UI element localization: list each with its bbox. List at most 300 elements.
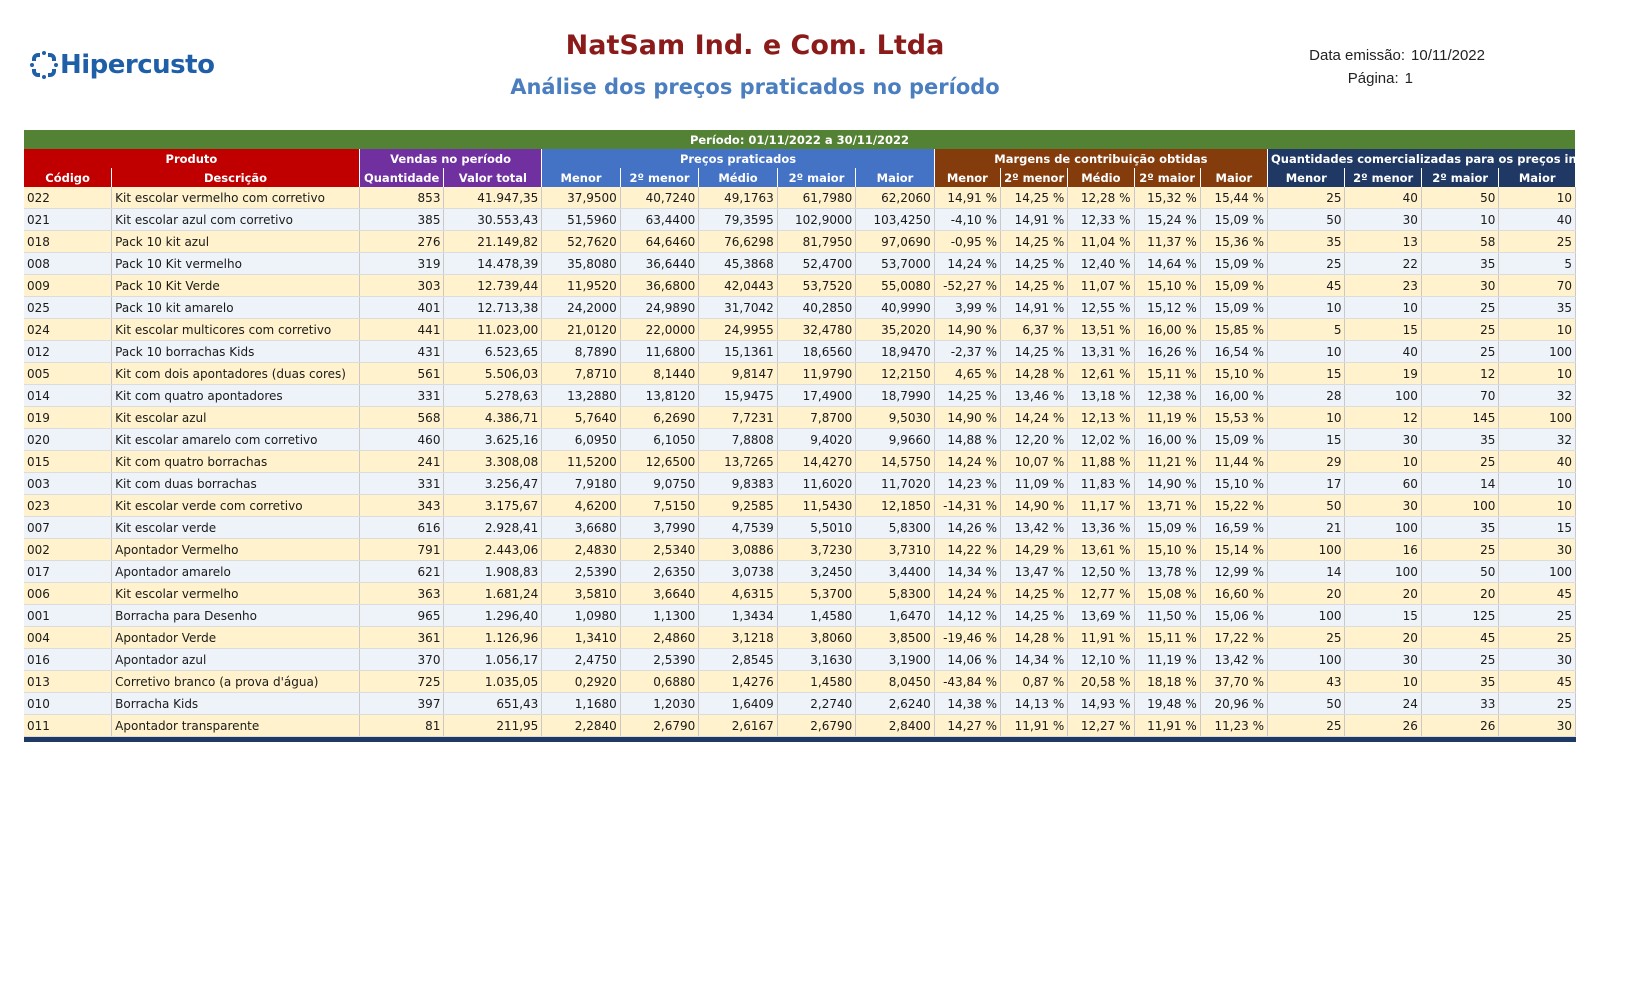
cell-value: 11,09 % [1000,473,1067,495]
cell-value: 12,50 % [1068,561,1134,583]
cell-value: 15,09 % [1134,517,1200,539]
cell-value: 3,6640 [620,583,698,605]
cell-value: 33 [1421,693,1498,715]
cell-value: 5.506,03 [444,363,542,385]
table-body [24,187,1576,742]
group-header-row [24,149,1576,168]
cell-value: 15,53 % [1200,407,1267,429]
cell-description: Pack 10 Kit vermelho [112,253,360,275]
cell-value: 15,44 % [1200,187,1267,209]
cell-value: 3.175,67 [444,495,542,517]
cell-value: 45 [1499,583,1576,605]
cell-value: 20 [1421,583,1498,605]
cell-value: 14,06 % [934,649,1000,671]
cell-value: 621 [359,561,444,583]
cell-value: 11,07 % [1068,275,1134,297]
cell-value: 20 [1268,583,1345,605]
cell-value: 11,37 % [1134,231,1200,253]
cell-description: Pack 10 kit azul [112,231,360,253]
cell-value: 14,25 % [1000,187,1067,209]
cell-value: 14,25 % [1000,341,1067,363]
cell-value: 15 [1268,363,1345,385]
cell-value: 145 [1421,407,1498,429]
cell-value: 10 [1345,671,1421,693]
cell-value: 20 [1345,627,1421,649]
cell-value: 1.035,05 [444,671,542,693]
cell-value: 55,0080 [856,275,934,297]
column-header: Maior [856,168,934,187]
cell-value: 10 [1499,473,1576,495]
cell-value: 3,8500 [856,627,934,649]
column-header: Quantidade [359,168,444,187]
cell-value: 241 [359,451,444,473]
cell-code: 014 [24,385,112,407]
cell-value: 11,6800 [620,341,698,363]
cell-code: 004 [24,627,112,649]
cell-value: 13,42 % [1200,649,1267,671]
cell-value: 24 [1345,693,1421,715]
column-header: 2º menor [1345,168,1421,187]
cell-value: 64,6460 [620,231,698,253]
cell-value: 1.908,83 [444,561,542,583]
cell-code: 018 [24,231,112,253]
cell-value: 5 [1268,319,1345,341]
cell-value: 15,32 % [1134,187,1200,209]
cell-value: 61,7980 [777,187,855,209]
cell-value: 14,38 % [934,693,1000,715]
cell-description: Apontador amarelo [112,561,360,583]
table-row [24,671,1576,693]
cell-value: 14,12 % [934,605,1000,627]
cell-value: 25 [1268,715,1345,737]
cell-description: Borracha para Desenho [112,605,360,627]
cell-value: 1,6470 [856,605,934,627]
cell-value: 28 [1268,385,1345,407]
cell-value: 40 [1345,341,1421,363]
cell-value: 102,9000 [777,209,855,231]
cell-value: 25 [1499,627,1576,649]
table-row [24,649,1576,671]
cell-value: 11,9520 [542,275,620,297]
cell-value: 14,25 % [1000,253,1067,275]
cell-value: 100 [1421,495,1498,517]
cell-value: 35,8080 [542,253,620,275]
cell-value: 26 [1421,715,1498,737]
cell-value: 13,8120 [620,385,698,407]
cell-code: 017 [24,561,112,583]
cell-value: 0,2920 [542,671,620,693]
cell-value: 14,23 % [934,473,1000,495]
cell-value: 3,99 % [934,297,1000,319]
cell-value: 100 [1499,561,1576,583]
cell-value: 15 [1268,429,1345,451]
cell-value: 15,1361 [699,341,777,363]
cell-value: 52,7620 [542,231,620,253]
cell-value: 21.149,82 [444,231,542,253]
cell-value: 13,7265 [699,451,777,473]
cell-value: 50 [1268,209,1345,231]
table-footer-bar [24,737,1576,743]
cell-value: 11,91 % [1000,715,1067,737]
cell-value: 1,1680 [542,693,620,715]
table-row [24,275,1576,297]
cell-code: 015 [24,451,112,473]
cell-description: Kit escolar amarelo com corretivo [112,429,360,451]
cell-value: 13,69 % [1068,605,1134,627]
cell-description: Kit escolar verde [112,517,360,539]
cell-value: 12,61 % [1068,363,1134,385]
cell-value: 331 [359,385,444,407]
company-title: NatSam Ind. e Com. Ltda [565,30,945,61]
page-row [1309,67,1413,90]
cell-description: Corretivo branco (a prova d'água) [112,671,360,693]
cell-value: 15,09 % [1200,297,1267,319]
cell-value: 15 [1499,517,1576,539]
cell-value: 17 [1268,473,1345,495]
table-row [24,319,1576,341]
cell-value: 14,90 % [934,407,1000,429]
cell-value: 14,28 % [1000,627,1067,649]
cell-value: 40 [1499,209,1576,231]
cell-value: 45 [1499,671,1576,693]
cell-value: 5 [1499,253,1576,275]
cell-value: 40 [1499,451,1576,473]
group-margens: Margens de contribuição obtidas [934,149,1267,168]
cell-value: 10 [1499,187,1576,209]
cell-value: 50 [1421,561,1498,583]
cell-value: -4,10 % [934,209,1000,231]
table-row [24,517,1576,539]
cell-value: 14 [1268,561,1345,583]
cell-value: 15,11 % [1134,363,1200,385]
cell-description: Kit escolar multicores com corretivo [112,319,360,341]
cell-code: 002 [24,539,112,561]
cell-value: 14,34 % [934,561,1000,583]
table-row [24,539,1576,561]
cell-value: 9,8383 [699,473,777,495]
cell-value: 42,0443 [699,275,777,297]
cell-value: 10 [1268,341,1345,363]
cell-value: 14,24 % [934,583,1000,605]
cell-value: 3,6680 [542,517,620,539]
cell-value: 14,25 % [934,385,1000,407]
cell-value: 35 [1499,297,1576,319]
cell-value: 15,9475 [699,385,777,407]
table-row [24,363,1576,385]
cell-value: 3.625,16 [444,429,542,451]
cell-code: 019 [24,407,112,429]
cell-description: Kit escolar verde com corretivo [112,495,360,517]
cell-value: 2,6350 [620,561,698,583]
cell-value: 211,95 [444,715,542,737]
report-subtitle: Análise dos preços praticados no período [510,75,1000,99]
cell-value: 12,28 % [1068,187,1134,209]
table-row [24,231,1576,253]
column-header: 2º maior [777,168,855,187]
cell-code: 016 [24,649,112,671]
cell-code: 022 [24,187,112,209]
cell-value: 363 [359,583,444,605]
cell-value: 11,91 % [1068,627,1134,649]
cell-value: 6,0950 [542,429,620,451]
cell-value: 14,93 % [1068,693,1134,715]
cell-value: 21,0120 [542,319,620,341]
cell-value: 3,1630 [777,649,855,671]
cell-value: 14,22 % [934,539,1000,561]
cell-value: 10 [1499,319,1576,341]
cell-value: 5.278,63 [444,385,542,407]
cell-value: 63,4400 [620,209,698,231]
cell-value: 343 [359,495,444,517]
column-header: Valor total [444,168,542,187]
cell-value: 43 [1268,671,1345,693]
cell-value: 79,3595 [699,209,777,231]
cell-value: 16,26 % [1134,341,1200,363]
cell-value: 370 [359,649,444,671]
cell-value: 6,1050 [620,429,698,451]
cell-value: 53,7000 [856,253,934,275]
cell-value: 30 [1345,209,1421,231]
cell-description: Apontador Vermelho [112,539,360,561]
group-vendas: Vendas no período [359,149,541,168]
cell-code: 025 [24,297,112,319]
cell-value: 4,65 % [934,363,1000,385]
cell-value: 12,40 % [1068,253,1134,275]
cell-value: 2,4750 [542,649,620,671]
cell-value: 35 [1421,253,1498,275]
cell-value: 16,59 % [1200,517,1267,539]
cell-value: 14,5750 [856,451,934,473]
cell-value: 13,18 % [1068,385,1134,407]
column-header: Menor [542,168,620,187]
cell-value: 32 [1499,385,1576,407]
cell-value: 14,91 % [934,187,1000,209]
cell-value: 651,43 [444,693,542,715]
cell-value: 25 [1499,605,1576,627]
cell-value: 13,71 % [1134,495,1200,517]
cell-value: 11,88 % [1068,451,1134,473]
cell-value: 8,1440 [620,363,698,385]
column-header-row [24,168,1576,187]
cell-value: 24,9955 [699,319,777,341]
cell-value: 4,6200 [542,495,620,517]
cell-value: 18,18 % [1134,671,1200,693]
cell-value: 10 [1268,297,1345,319]
cell-value: 14,90 % [1134,473,1200,495]
cell-code: 011 [24,715,112,737]
cell-value: 14,90 % [1000,495,1067,517]
table-row [24,627,1576,649]
cell-value: 25 [1421,297,1498,319]
cell-value: 45 [1268,275,1345,297]
cell-value: 3.256,47 [444,473,542,495]
cell-value: 81 [359,715,444,737]
cell-description: Apontador transparente [112,715,360,737]
cell-value: 15 [1345,605,1421,627]
cell-value: 16,00 % [1134,429,1200,451]
cell-value: 125 [1421,605,1498,627]
cell-value: 11,44 % [1200,451,1267,473]
logo-text: Hipercusto [60,50,215,80]
cell-value: 50 [1421,187,1498,209]
cell-value: 7,7231 [699,407,777,429]
cell-value: 16,54 % [1200,341,1267,363]
cell-value: 30 [1499,539,1576,561]
cell-value: 15,10 % [1200,473,1267,495]
cell-value: 52,4700 [777,253,855,275]
cell-value: 15,06 % [1200,605,1267,627]
cell-value: 12,1850 [856,495,934,517]
table-row [24,209,1576,231]
cell-value: 2,4860 [620,627,698,649]
cell-code: 010 [24,693,112,715]
cell-value: 15,22 % [1200,495,1267,517]
column-header: Código [24,168,112,187]
cell-description: Apontador Verde [112,627,360,649]
cell-value: 3,0738 [699,561,777,583]
cell-value: 22,0000 [620,319,698,341]
period-header: Período: 01/11/2022 a 30/11/2022 [24,130,1576,149]
cell-value: 11,04 % [1068,231,1134,253]
cell-value: 8,0450 [856,671,934,693]
cell-value: 1,4276 [699,671,777,693]
cell-value: 25 [1268,187,1345,209]
cell-value: 385 [359,209,444,231]
cell-value: 561 [359,363,444,385]
report-meta [1309,44,1485,90]
cell-value: 2,4830 [542,539,620,561]
cell-value: 13,61 % [1068,539,1134,561]
cell-value: 12,99 % [1200,561,1267,583]
cell-value: 1,1300 [620,605,698,627]
cell-value: 568 [359,407,444,429]
cell-value: 441 [359,319,444,341]
cell-value: 791 [359,539,444,561]
cell-value: 50 [1268,495,1345,517]
column-header: 2º menor [1000,168,1067,187]
cell-code: 012 [24,341,112,363]
cell-code: 007 [24,517,112,539]
cell-value: 1.126,96 [444,627,542,649]
table-row [24,253,1576,275]
cell-value: 9,8147 [699,363,777,385]
cell-value: 37,9500 [542,187,620,209]
cell-value: 2.928,41 [444,517,542,539]
cell-value: 62,2060 [856,187,934,209]
cell-value: 14 [1421,473,1498,495]
cell-value: 3,5810 [542,583,620,605]
cell-value: 37,70 % [1200,671,1267,693]
cell-value: 12,6500 [620,451,698,473]
table-row [24,341,1576,363]
cell-value: 10 [1345,297,1421,319]
cell-value: 9,9660 [856,429,934,451]
cell-value: 14,27 % [934,715,1000,737]
cell-value: 2,6240 [856,693,934,715]
cell-value: -52,27 % [934,275,1000,297]
cell-value: 3,4400 [856,561,934,583]
cell-value: -43,84 % [934,671,1000,693]
cell-value: 30 [1499,649,1576,671]
cell-value: 12.739,44 [444,275,542,297]
cell-code: 021 [24,209,112,231]
cell-value: 12,38 % [1134,385,1200,407]
cell-value: 25 [1421,451,1498,473]
emission-row [1309,44,1485,67]
cell-value: 3,2450 [777,561,855,583]
cell-value: 15,14 % [1200,539,1267,561]
cell-value: 15,24 % [1134,209,1200,231]
cell-value: 14,90 % [934,319,1000,341]
cell-value: 6,37 % [1000,319,1067,341]
cell-value: 3.308,08 [444,451,542,473]
cell-value: 25 [1421,539,1498,561]
cell-value: 97,0690 [856,231,934,253]
cell-code: 009 [24,275,112,297]
cell-value: 4,6315 [699,583,777,605]
column-header: Maior [1200,168,1267,187]
cell-value: 14,34 % [1000,649,1067,671]
table-row [24,693,1576,715]
price-analysis-table [24,130,1626,742]
cell-value: 725 [359,671,444,693]
cell-value: 30 [1345,649,1421,671]
cell-value: 30 [1345,495,1421,517]
cell-value: 10 [1268,407,1345,429]
cell-value: 12,20 % [1000,429,1067,451]
cell-value: 30 [1345,429,1421,451]
cell-value: 40,2850 [777,297,855,319]
column-header: Menor [1268,168,1345,187]
cell-value: 35 [1268,231,1345,253]
cell-value: 11,21 % [1134,451,1200,473]
cell-value: 2,5390 [542,561,620,583]
cell-value: 30.553,43 [444,209,542,231]
column-header: 2º maior [1134,168,1200,187]
cell-value: 7,5150 [620,495,698,517]
cell-value: 11,17 % [1068,495,1134,517]
cell-value: 11,6020 [777,473,855,495]
cell-value: 12,02 % [1068,429,1134,451]
cell-value: 20,58 % [1068,671,1134,693]
cell-description: Kit com duas borrachas [112,473,360,495]
cell-value: 30 [1499,715,1576,737]
cell-description: Pack 10 Kit Verde [112,275,360,297]
cell-description: Kit com quatro apontadores [112,385,360,407]
cell-description: Pack 10 borrachas Kids [112,341,360,363]
cell-value: 361 [359,627,444,649]
cell-value: 31,7042 [699,297,777,319]
cell-value: 16 [1345,539,1421,561]
cell-value: 3,1218 [699,627,777,649]
cell-value: 7,8710 [542,363,620,385]
cell-value: 10 [1345,451,1421,473]
cell-value: 1,0980 [542,605,620,627]
cell-value: 9,0750 [620,473,698,495]
cell-description: Kit escolar azul [112,407,360,429]
cell-value: 1,2030 [620,693,698,715]
cell-value: 17,22 % [1200,627,1267,649]
cell-value: 12,33 % [1068,209,1134,231]
cell-value: 11,7020 [856,473,934,495]
cell-value: 11,5200 [542,451,620,473]
cell-value: 18,7990 [856,385,934,407]
period-row [24,130,1576,149]
cell-value: 8,7890 [542,341,620,363]
cell-value: 25 [1421,341,1498,363]
cell-value: 3,7310 [856,539,934,561]
cell-value: 401 [359,297,444,319]
